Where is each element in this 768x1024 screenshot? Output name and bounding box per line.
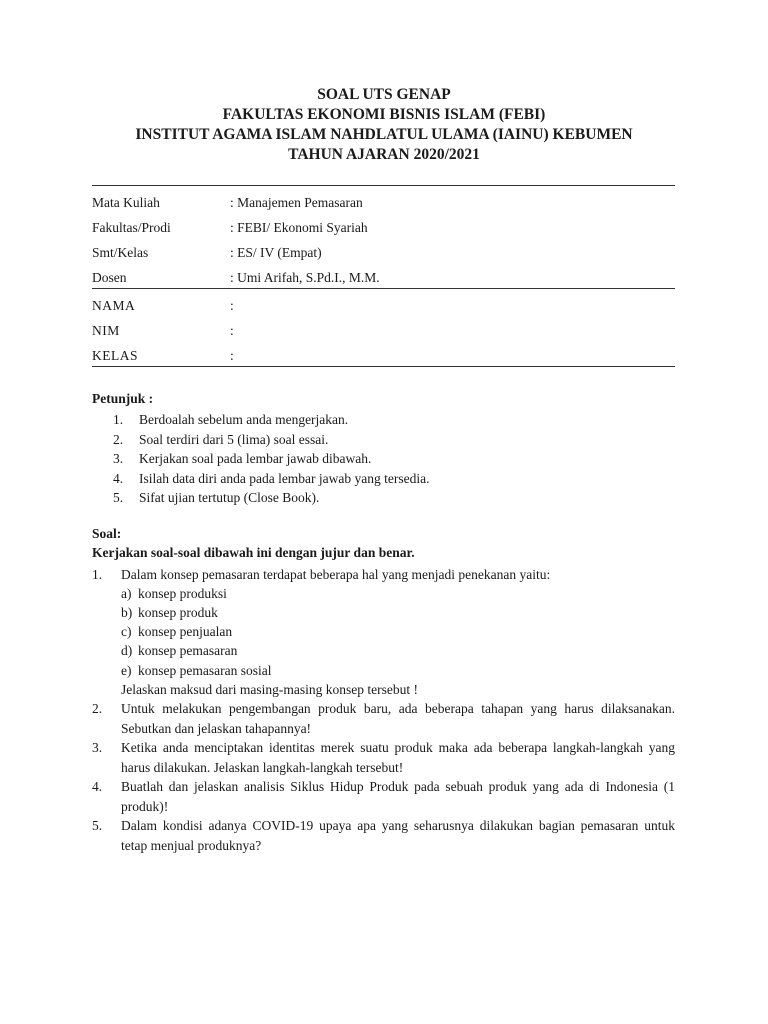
soal-instruction: Kerjakan soal-soal dibawah ini dengan jujur dan benar. bbox=[92, 545, 415, 560]
nim-colon: : bbox=[230, 323, 235, 338]
faculty-name: FAKULTAS EKONOMI BISNIS ISLAM (FEBI) bbox=[222, 106, 546, 123]
option-b: b) konsep produk bbox=[121, 605, 218, 620]
info-divider bbox=[92, 288, 675, 289]
question-5 bbox=[92, 816, 675, 855]
question-text: Untuk melakukan pengembangan produk baru, ada beberapa tahapan yang harus dilaksanakan. Sebutkan dan jelaskan tahapannya! bbox=[121, 701, 675, 736]
petunjuk-title: Petunjuk : bbox=[92, 391, 154, 406]
question-number: 1. bbox=[92, 567, 103, 582]
document-header bbox=[0, 85, 768, 165]
matkul-value: : Manajemen Pemasaran bbox=[230, 195, 363, 210]
question-1-followup: Jelaskan maksud dari masing-masing konsep tersebut ! bbox=[121, 682, 418, 697]
nama-colon: : bbox=[230, 298, 235, 313]
question-text: Buatlah dan jelaskan analisis Siklus Hidup Produk pada sebuah produk yang ada di Indonesia (1 produk)! bbox=[121, 779, 675, 814]
academic-year: TAHUN AJARAN 2020/2021 bbox=[288, 146, 480, 163]
question-3 bbox=[92, 738, 675, 777]
question-number: 5. bbox=[92, 818, 103, 833]
fakultas-value: : FEBI/ Ekonomi Syariah bbox=[230, 220, 368, 235]
option-a: a) konsep produksi bbox=[121, 586, 227, 601]
kelas-colon: : bbox=[230, 348, 235, 363]
question-2 bbox=[92, 699, 675, 738]
question-number: 3. bbox=[92, 740, 103, 755]
petunjuk-list bbox=[113, 410, 430, 508]
matkul-label: Mata Kuliah bbox=[92, 195, 160, 210]
question-1 bbox=[92, 565, 675, 585]
smt-label: Smt/Kelas bbox=[92, 245, 149, 260]
question-text: Dalam konsep pemasaran terdapat beberapa hal yang menjadi penekanan yaitu: bbox=[121, 567, 551, 582]
list-item: 4. Isilah data diri anda pada lembar jawab yang tersedia. bbox=[113, 470, 430, 486]
fakultas-label: Fakultas/Prodi bbox=[92, 220, 171, 235]
question-text: Ketika anda menciptakan identitas merek suatu produk maka ada beberapa langkah-langkah yang harus dilakukan. Jelaskan langkah-langkah tersebut! bbox=[121, 740, 675, 775]
question-text: Dalam kondisi adanya COVID-19 upaya apa yang seharusnya dilakukan bagian pemasaran untuk tetap menjual produknya? bbox=[121, 818, 675, 853]
nim-label: NIM bbox=[92, 323, 120, 338]
question-4 bbox=[92, 777, 675, 816]
option-c: c) konsep penjualan bbox=[121, 624, 233, 639]
dosen-value: : Umi Arifah, S.Pd.I., M.M. bbox=[230, 270, 380, 285]
list-item: 3. Kerjakan soal pada lembar jawab dibawah. bbox=[113, 451, 372, 466]
question-number: 2. bbox=[92, 701, 103, 716]
student-divider bbox=[92, 366, 675, 367]
institute-name: INSTITUT AGAMA ISLAM NAHDLATUL ULAMA (IAINU) KEBUMEN bbox=[135, 126, 633, 143]
list-item: 5. Sifat ujian tertutup (Close Book). bbox=[113, 490, 320, 505]
soal-title: Soal: bbox=[92, 526, 122, 541]
exam-title: SOAL UTS GENAP bbox=[317, 86, 451, 103]
question-number: 4. bbox=[92, 779, 103, 794]
kelas-label: KELAS bbox=[92, 348, 138, 363]
option-e: e) konsep pemasaran sosial bbox=[121, 663, 272, 678]
list-item: 2. Soal terdiri dari 5 (lima) soal essai. bbox=[113, 431, 329, 447]
option-d: d) konsep pemasaran bbox=[121, 643, 238, 658]
list-item: 1. Berdoalah sebelum anda mengerjakan. bbox=[113, 412, 349, 427]
dosen-label: Dosen bbox=[92, 270, 127, 285]
header-divider bbox=[92, 185, 675, 186]
smt-value: : ES/ IV (Empat) bbox=[230, 245, 322, 260]
nama-label: NAMA bbox=[92, 298, 136, 313]
